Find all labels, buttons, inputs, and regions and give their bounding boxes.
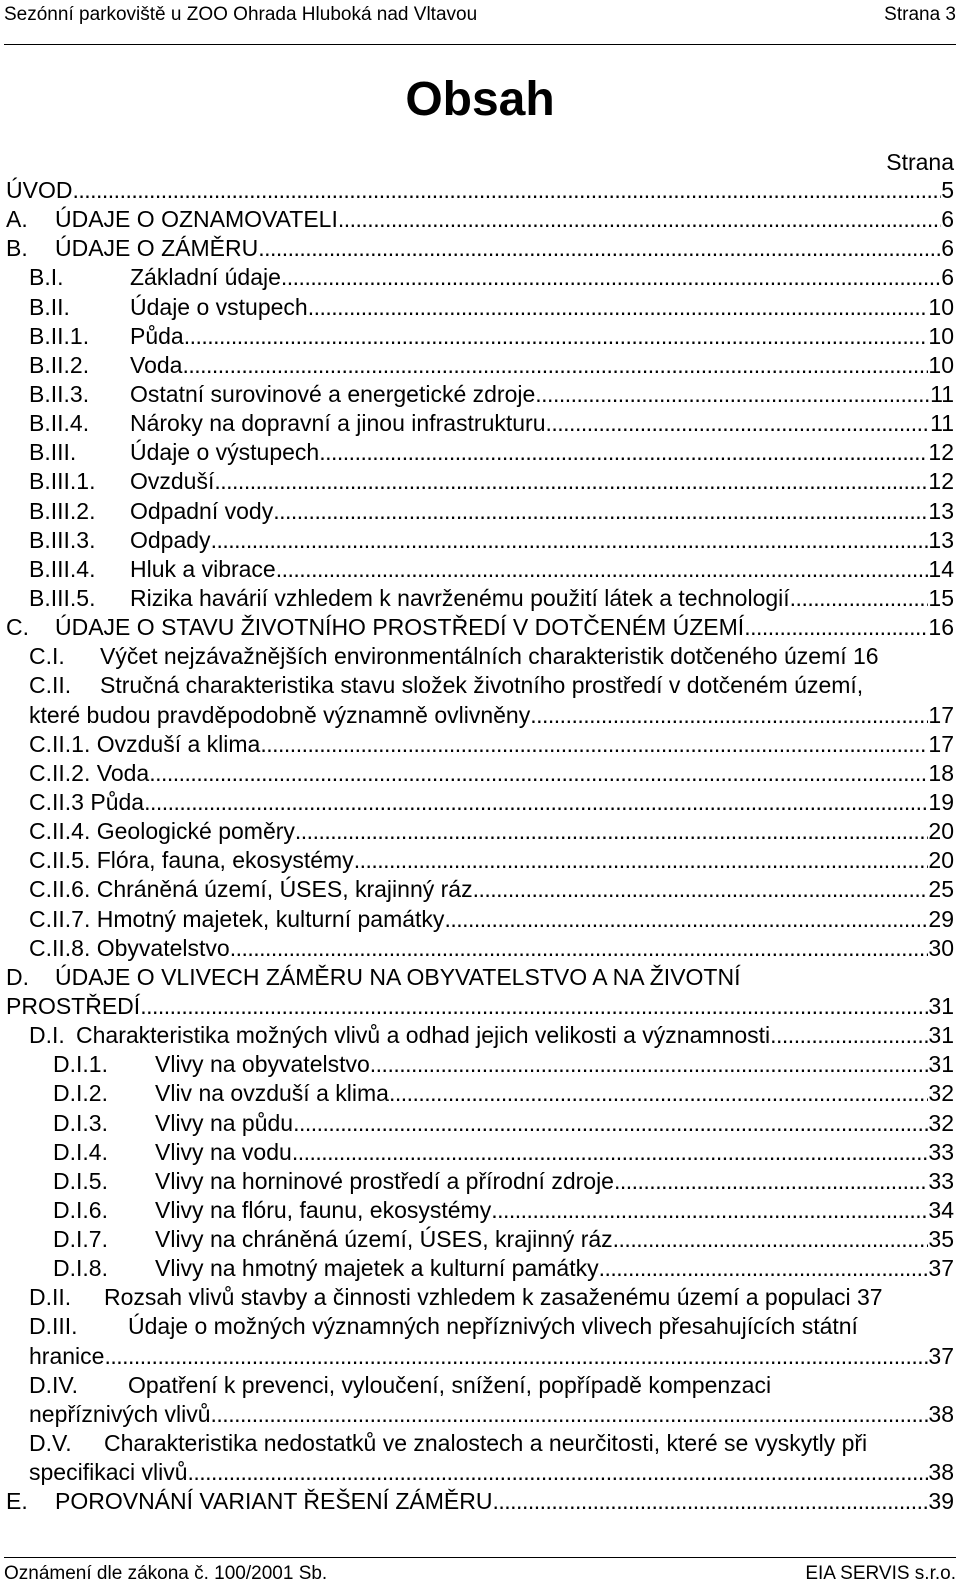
toc-dot-leader — [599, 1254, 929, 1283]
toc-entry — [0, 671, 960, 700]
toc-entry-page: 17 — [928, 701, 954, 728]
toc-entry-number: D.I.5. — [53, 1167, 108, 1194]
toc-entry-page: 10 — [928, 293, 954, 320]
toc-dot-leader — [211, 526, 929, 555]
toc-entry-page: 35 — [928, 1226, 954, 1253]
toc-entry-number: B.III.5. — [29, 584, 96, 611]
toc-dot-leader — [182, 351, 928, 380]
toc-entry-page: 20 — [928, 818, 954, 845]
toc-entry-title: nepříznivých vlivů — [29, 1400, 211, 1427]
toc-entry-number: B.II.1. — [29, 322, 90, 349]
page-header — [4, 0, 956, 45]
toc-entry-title: specifikaci vlivů — [29, 1459, 188, 1486]
toc-entry-number: D.I. — [29, 1022, 65, 1049]
toc-entry — [0, 730, 960, 759]
toc-entry-title: Vlivy na hmotný majetek a kulturní památky — [155, 1255, 599, 1282]
toc-entry-page: 31 — [928, 992, 954, 1019]
toc-entry — [0, 205, 960, 234]
toc-dot-leader — [491, 1196, 928, 1225]
toc-entry-page: 32 — [928, 1080, 954, 1107]
toc-dot-leader — [273, 497, 928, 526]
toc-entry — [0, 1458, 960, 1487]
toc-entry-title: ÚVOD — [6, 177, 73, 203]
toc-entry-title: které budou pravděpodobně významně ovlivněny — [29, 701, 531, 728]
toc-entry — [0, 1400, 960, 1429]
toc-dot-leader — [258, 234, 941, 263]
toc-entry — [0, 1371, 960, 1400]
toc-dot-leader — [389, 1079, 928, 1108]
toc-entry — [0, 817, 960, 846]
toc-dot-leader — [260, 730, 928, 759]
toc-dot-leader — [338, 205, 941, 234]
toc-dot-leader — [790, 584, 929, 613]
toc-entry-title: C.II.8. Obyvatelstvo — [29, 934, 230, 961]
toc-entry-number: B.I. — [29, 264, 64, 291]
toc-entry-title: Základní údaje — [130, 264, 281, 291]
toc-entry-title: Údaje o vstupech — [130, 293, 308, 320]
toc-dot-leader — [535, 380, 930, 409]
toc-entry — [0, 409, 960, 438]
toc-entry-title: C.II.6. Chráněná území, ÚSES, krajinný ráz — [29, 876, 473, 903]
toc-entry-title: Vlivy na půdu — [155, 1109, 294, 1136]
toc-entry-number: B.II.3. — [29, 380, 90, 407]
toc-entry-number: C.I. — [29, 643, 65, 670]
toc-entry-page: 30 — [928, 934, 954, 961]
toc-entry-title: Stručná charakteristika stavu složek životního prostředí v dotčeném území, — [100, 672, 864, 699]
toc-entry-title: ÚDAJE O VLIVECH ZÁMĚRU NA OBYVATELSTVO A NA ŽIVOTNÍ — [55, 963, 741, 990]
toc-entry-title: Odpadní vody — [130, 497, 274, 524]
toc-entry — [0, 438, 960, 467]
toc-entry-page: 34 — [928, 1196, 954, 1223]
toc-entry-title: Voda — [130, 351, 183, 378]
toc-entry — [0, 467, 960, 496]
toc-entry — [0, 526, 960, 555]
toc-entry-page: 33 — [928, 1138, 954, 1165]
toc-dot-leader — [211, 1400, 929, 1429]
toc-entry — [0, 322, 960, 351]
toc-entry-number: B.III.4. — [29, 555, 96, 582]
toc-entry-title: Nároky na dopravní a jinou infrastrukturu — [130, 410, 546, 437]
toc-entry-title: C.II.1. Ovzduší a klima — [29, 730, 261, 757]
toc-entry-title: C.II.3 Půda — [29, 788, 145, 815]
toc-dot-leader — [473, 875, 929, 904]
toc-entry-page: 33 — [928, 1167, 954, 1194]
toc-entry-number: E. — [6, 1488, 28, 1515]
toc-entry — [0, 1109, 960, 1138]
toc-dot-leader — [614, 1167, 928, 1196]
toc-entry-page: 29 — [928, 905, 954, 932]
toc-entry — [0, 934, 960, 963]
toc-entry-page: 18 — [928, 759, 954, 786]
toc-entry-number: B.III. — [29, 439, 77, 466]
toc-entry-title: ÚDAJE O OZNAMOVATELI — [55, 206, 338, 233]
toc-dot-leader — [104, 1342, 928, 1371]
toc-entry-page: 31 — [928, 1022, 954, 1049]
toc-entry-title: Rozsah vlivů stavby a činnosti vzhledem k zasaženému území a populaci 37 — [104, 1284, 883, 1311]
toc-entry-title: Rizika havárií vzhledem k navrženému použití látek a technologií — [130, 584, 790, 611]
toc-dot-leader — [770, 1021, 928, 1050]
toc-entry-number: D.I.1. — [53, 1051, 108, 1078]
toc-entry-number: D.I.7. — [53, 1226, 108, 1253]
toc-dot-leader — [546, 409, 931, 438]
toc-entry-page: 12 — [928, 468, 954, 495]
toc-entry-title: Hluk a vibrace — [130, 555, 276, 582]
page-column-label: Strana — [886, 149, 954, 175]
toc-dot-leader — [444, 905, 928, 934]
toc-entry — [0, 1283, 960, 1312]
toc-entry-page: 32 — [928, 1109, 954, 1136]
toc-entry — [0, 1167, 960, 1196]
toc-entry-page: 16 — [928, 614, 954, 641]
toc-entry — [0, 351, 960, 380]
toc-entry-title: Vlivy na flóru, faunu, ekosystémy — [155, 1196, 492, 1223]
header-document-title: Sezónní parkoviště u ZOO Ohrada Hluboká nad Vltavou — [4, 4, 478, 25]
toc-entry — [0, 234, 960, 263]
toc-dot-leader — [292, 1138, 929, 1167]
toc-entry — [0, 992, 960, 1021]
toc-entry — [0, 380, 960, 409]
toc-entry-title: POROVNÁNÍ VARIANT ŘEŠENÍ ZÁMĚRU — [55, 1488, 493, 1515]
table-of-contents — [0, 176, 960, 1516]
toc-entry-title: C.II.4. Geologické poměry — [29, 818, 295, 845]
toc-dot-leader — [308, 293, 929, 322]
toc-entry — [0, 613, 960, 642]
toc-dot-leader — [493, 1487, 929, 1516]
toc-entry-title: Vlivy na chráněná území, ÚSES, krajinný ráz — [155, 1226, 613, 1253]
toc-entry — [0, 1342, 960, 1371]
toc-entry-title: PROSTŘEDÍ — [6, 992, 141, 1019]
toc-entry-title: Vlivy na obyvatelstvo — [155, 1051, 370, 1078]
toc-entry-number: D. — [6, 963, 29, 990]
toc-entry-number: D.I.3. — [53, 1109, 108, 1136]
page-title: Obsah — [405, 73, 555, 126]
toc-entry — [0, 1254, 960, 1283]
toc-entry-page: 17 — [928, 730, 954, 757]
toc-entry-title: ÚDAJE O ZÁMĚRU — [55, 235, 259, 262]
toc-entry-page: 6 — [941, 206, 954, 233]
toc-entry — [0, 1138, 960, 1167]
toc-entry-number: B. — [6, 235, 28, 262]
toc-entry-number: B.III.3. — [29, 526, 96, 553]
toc-dot-leader — [184, 322, 929, 351]
toc-entry — [0, 1312, 960, 1341]
toc-entry-page: 12 — [928, 439, 954, 466]
toc-dot-leader — [230, 934, 929, 963]
toc-entry-page: 13 — [928, 526, 954, 553]
toc-entry — [0, 1050, 960, 1079]
toc-entry — [0, 293, 960, 322]
toc-entry-title: Údaje o výstupech — [130, 439, 320, 466]
toc-entry-number: D.I.8. — [53, 1255, 108, 1282]
toc-dot-leader — [370, 1050, 929, 1079]
toc-dot-leader — [281, 263, 941, 292]
toc-entry-page: 20 — [928, 847, 954, 874]
toc-entry — [0, 1225, 960, 1254]
toc-entry-title: Charakteristika možných vlivů a odhad jejich velikosti a významnosti — [76, 1022, 771, 1049]
toc-entry-number: D.III. — [29, 1313, 78, 1340]
toc-dot-leader — [72, 176, 941, 205]
toc-dot-leader — [276, 555, 929, 584]
toc-entry-number: D.V. — [29, 1430, 72, 1457]
toc-entry-number: D.I.4. — [53, 1138, 108, 1165]
toc-dot-leader — [744, 613, 928, 642]
toc-entry-page: 38 — [928, 1400, 954, 1427]
toc-entry-number: B.II.2. — [29, 351, 90, 378]
toc-entry-number: D.IV. — [29, 1371, 79, 1398]
toc-entry-page: 14 — [928, 555, 954, 582]
toc-entry — [0, 584, 960, 613]
toc-entry-number: C. — [6, 614, 29, 641]
toc-dot-leader — [530, 701, 928, 730]
toc-entry-title: hranice — [29, 1342, 105, 1369]
toc-entry-page: 10 — [928, 322, 954, 349]
page-footer — [4, 1557, 956, 1586]
toc-entry-page: 6 — [941, 235, 954, 262]
toc-entry-title: C.II.7. Hmotný majetek, kulturní památky — [29, 905, 445, 932]
toc-dot-leader — [295, 817, 929, 846]
toc-entry-title: Půda — [130, 322, 184, 349]
toc-entry-page: 5 — [941, 177, 954, 203]
toc-dot-leader — [188, 1458, 929, 1487]
toc-entry-number: B.III.2. — [29, 497, 96, 524]
toc-entry-number: D.I.6. — [53, 1196, 108, 1223]
toc-entry-page: 31 — [928, 1051, 954, 1078]
toc-entry-title: C.II.2. Voda — [29, 759, 150, 786]
header-page-number: Strana 3 — [884, 4, 956, 25]
toc-entry-title: Odpady — [130, 526, 211, 553]
toc-entry-page: 10 — [928, 351, 954, 378]
toc-entry — [0, 497, 960, 526]
toc-entry-page: 39 — [928, 1488, 954, 1515]
toc-entry-page: 37 — [928, 1342, 954, 1369]
toc-entry-page: 11 — [930, 380, 954, 407]
toc-entry-number: A. — [6, 206, 28, 233]
footer-company: EIA SERVIS s.r.o. — [805, 1563, 956, 1584]
toc-entry — [0, 642, 960, 671]
toc-entry-title: Vlivy na horninové prostředí a přírodní zdroje — [155, 1167, 614, 1194]
toc-entry — [0, 1079, 960, 1108]
toc-entry — [0, 846, 960, 875]
toc-entry — [0, 1196, 960, 1225]
toc-entry-page: 15 — [928, 584, 954, 611]
toc-entry — [0, 788, 960, 817]
toc-dot-leader — [140, 992, 928, 1021]
toc-entry-page: 11 — [930, 410, 954, 437]
toc-entry-number: B.II. — [29, 293, 70, 320]
toc-entry — [0, 555, 960, 584]
toc-entry — [0, 875, 960, 904]
toc-entry — [0, 963, 960, 992]
toc-dot-leader — [354, 846, 929, 875]
toc-entry-title: Opatření k prevenci, vyloučení, snížení, popřípadě kompenzaci — [128, 1371, 772, 1398]
toc-entry-page: 13 — [928, 497, 954, 524]
toc-entry-page: 6 — [941, 264, 954, 291]
toc-entry-title: Výčet nejzávažnějších environmentálních charakteristik dotčeného území 16 — [100, 643, 879, 670]
toc-dot-leader — [293, 1109, 928, 1138]
toc-entry-page: 37 — [928, 1255, 954, 1282]
toc-entry-title: C.II.5. Flóra, fauna, ekosystémy — [29, 847, 354, 874]
toc-entry-title: Ostatní surovinové a energetické zdroje — [130, 380, 536, 407]
toc-entry-page: 19 — [928, 788, 954, 815]
toc-entry-title: Vliv na ovzduší a klima — [155, 1080, 389, 1107]
toc-dot-leader — [214, 467, 928, 496]
toc-dot-leader — [144, 788, 928, 817]
toc-entry — [0, 176, 960, 205]
toc-entry — [0, 263, 960, 292]
toc-entry — [0, 905, 960, 934]
footer-law-reference: Oznámení dle zákona č. 100/2001 Sb. — [4, 1563, 328, 1584]
toc-entry — [0, 1429, 960, 1458]
toc-entry-number: D.II. — [29, 1284, 72, 1311]
toc-entry-number: C.II. — [29, 672, 72, 699]
toc-entry — [0, 1487, 960, 1516]
toc-entry-page: 38 — [928, 1459, 954, 1486]
toc-entry — [0, 759, 960, 788]
toc-dot-leader — [149, 759, 928, 788]
toc-entry-title: Údaje o možných významných nepříznivých vlivech přesahujících státní — [128, 1313, 858, 1340]
toc-entry-title: Ovzduší — [130, 468, 215, 495]
toc-entry — [0, 1021, 960, 1050]
toc-dot-leader — [319, 438, 928, 467]
toc-entry-number: B.III.1. — [29, 468, 96, 495]
toc-entry-number: B.II.4. — [29, 410, 90, 437]
toc-entry-page: 25 — [928, 876, 954, 903]
toc-entry — [0, 701, 960, 730]
toc-entry-number: D.I.2. — [53, 1080, 108, 1107]
toc-dot-leader — [613, 1225, 929, 1254]
toc-entry-title: Vlivy na vodu — [155, 1138, 292, 1165]
toc-entry-title: Charakteristika nedostatků ve znalostech a neurčitosti, které se vyskytly při — [104, 1430, 868, 1457]
toc-entry-title: ÚDAJE O STAVU ŽIVOTNÍHO PROSTŘEDÍ V DOTČENÉM ÚZEMÍ — [55, 614, 745, 641]
